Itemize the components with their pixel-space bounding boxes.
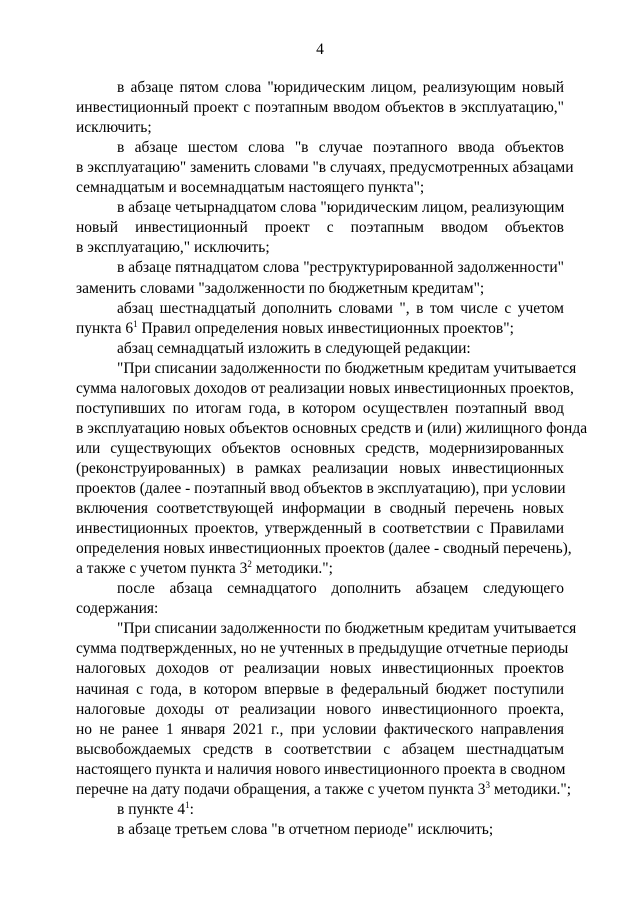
text-line [76, 779, 571, 800]
line-text: исключить; [76, 119, 152, 137]
line-text: или существующих объектов основных средств, модернизированных [76, 439, 564, 457]
text-line [117, 299, 564, 319]
line-text: абзац семнадцатый изложить в следующей редакции: [117, 339, 471, 357]
text-line [76, 419, 588, 439]
text-line [76, 680, 564, 700]
text-line [76, 760, 564, 780]
line-text: пункта 6 [76, 319, 134, 337]
text-line [76, 379, 574, 399]
superscript-number: 1 [133, 318, 138, 329]
line-text-continuation: : [189, 800, 194, 818]
text-line [76, 639, 569, 659]
line-text: но не ранее 1 января 2021 г., при условии фактического направления [76, 720, 564, 738]
line-text: в пункте 4 [117, 800, 186, 818]
text-line [117, 198, 564, 218]
line-text: "При списании задолженности по бюджетным кредитам учитывается [117, 620, 577, 638]
text-line [117, 579, 564, 599]
text-line [76, 218, 564, 238]
text-line [76, 539, 572, 559]
text-line [76, 158, 574, 178]
line-text: инвестиционный проект с поэтапным вводом объектов в эксплуатацию," [76, 99, 564, 117]
line-text: настоящего пункта и наличия нового инвестиционного проекта в сводном [76, 760, 566, 778]
text-line [117, 339, 564, 359]
text-line [76, 399, 564, 419]
line-text: в абзаце третьем слова "в отчетном периоде" исключить; [117, 820, 494, 838]
line-text: высвобождаемых средств в соответствии с абзацем шестнадцатым [76, 740, 564, 758]
line-text-continuation: Правил определения новых инвестиционных проектов"; [137, 319, 514, 337]
text-line [76, 700, 564, 720]
line-text: сумма подтвержденных, но не учтенных в предыдущие отчетные периоды [76, 640, 569, 658]
text-line [76, 479, 564, 499]
text-line [76, 720, 564, 740]
line-text: поступивших по итогам года, в котором осуществлен поэтапный ввод [76, 399, 564, 417]
superscript-number: 2 [247, 559, 252, 570]
line-text: после абзаца семнадцатого дополнить абзацем следующего [117, 580, 564, 598]
text-line [117, 820, 564, 840]
line-text: (реконструированных) в рамках реализации новых инвестиционных [76, 459, 564, 477]
superscript-number: 1 [185, 799, 190, 810]
page-number: 4 [316, 41, 324, 58]
text-line [76, 439, 564, 459]
line-text: в абзаце пятом слова "юридическим лицом, реализующим новый [117, 79, 564, 96]
text-line [76, 98, 564, 118]
text-line [76, 459, 564, 479]
line-text: перечне на дату подачи обращения, а также с учетом пункта 3 [76, 780, 486, 798]
text-line [76, 599, 564, 619]
line-text: в абзаце четырнадцатом слова "юридическим лицом, реализующим [117, 199, 565, 217]
text-line [76, 279, 564, 299]
line-text: налоговых доходов от реализации новых инвестиционных проектов [76, 660, 564, 678]
line-text: новый инвестиционный проект с поэтапным вводом объектов [76, 219, 564, 237]
text-line [117, 78, 564, 98]
text-line [76, 238, 564, 258]
text-line [76, 559, 564, 579]
line-text: в абзаце пятнадцатом слова "реструктурированной задолженности" [117, 259, 564, 277]
text-line [76, 178, 564, 198]
line-text: в эксплуатацию" заменить словами "в случаях, предусмотренных абзацами [76, 159, 574, 177]
line-text: инвестиционных проектов, утвержденный в соответствии с Правилами [76, 520, 564, 538]
text-line [117, 800, 564, 820]
line-text: в эксплуатацию новых объектов основных средств и (или) жилищного фонда [76, 419, 588, 437]
text-line [76, 740, 564, 760]
line-text: проектов (далее - поэтапный ввод объектов в эксплуатацию), при условии [76, 480, 566, 497]
text-line [117, 258, 564, 278]
text-line [76, 519, 564, 539]
line-text: а также с учетом пункта 3 [76, 560, 248, 578]
text-line [117, 138, 564, 158]
line-text: содержания: [76, 600, 159, 618]
superscript-number: 3 [485, 779, 491, 790]
text-line [76, 118, 564, 138]
line-text: включения соответствующей информации в сводный перечень новых [76, 500, 564, 518]
line-text: сумма налоговых доходов от реализации новых инвестиционных проектов, [76, 379, 574, 397]
line-text: определения новых инвестиционных проектов (далее - сводный перечень), [76, 540, 572, 558]
line-text: абзац шестнадцатый дополнить словами ", в том числе с учетом [117, 299, 564, 317]
text-line [117, 619, 577, 639]
line-text: налоговые доходы от реализации нового инвестиционного проекта, [76, 700, 564, 718]
line-text: семнадцатым и восемнадцатым настоящего пункта"; [76, 179, 425, 197]
line-text: в абзаце шестом слова "в случае поэтапного ввода объектов [117, 139, 564, 157]
line-text: заменить словами "задолженности по бюджетным кредитам"; [76, 279, 485, 297]
line-text: "При списании задолженности по бюджетным кредитам учитывается [117, 359, 577, 377]
text-line [76, 499, 564, 519]
line-text: в эксплуатацию," исключить; [76, 239, 270, 257]
line-text: начиная с года, в котором впервые в федеральный бюджет поступили [76, 680, 564, 698]
text-line [76, 319, 564, 339]
line-text-continuation: методики."; [490, 780, 571, 798]
line-text-continuation: методики."; [251, 560, 333, 578]
text-line [117, 359, 577, 379]
text-line [76, 659, 564, 679]
